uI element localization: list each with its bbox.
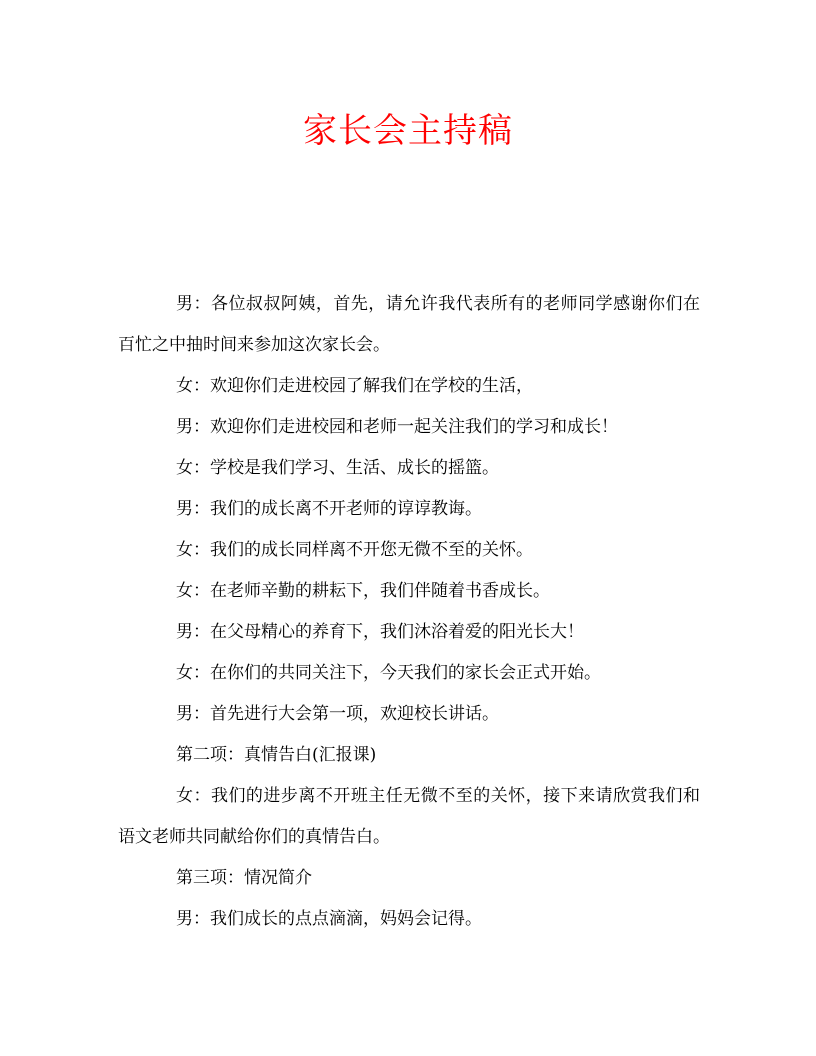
section-heading: 第三项：情况简介 (176, 868, 312, 888)
paragraph: 女：学校是我们学习、生活、成长的摇篮。 (176, 458, 499, 478)
document-body (118, 284, 700, 940)
paragraph: 男：各位叔叔阿姨，首先，请允许我代表所有的老师同学感谢你们在百忙之中抽时间来参加这次家长会。 (118, 294, 700, 355)
paragraph: 女：在老师辛勤的耕耘下，我们伴随着书香成长。 (176, 581, 550, 601)
paragraph: 女：在你们的共同关注下，今天我们的家长会正式开始。 (176, 663, 601, 683)
section-heading: 第二项：真情告白(汇报课) (176, 745, 377, 765)
paragraph: 男：我们的成长离不开老师的谆谆教诲。 (176, 499, 482, 519)
paragraph: 男：在父母精心的养育下，我们沐浴着爱的阳光长大！ (176, 622, 584, 642)
paragraph: 女：我们的进步离不开班主任无微不至的关怀，接下来请欣赏我们和语文老师共同献给你们的真情告白。 (118, 786, 700, 847)
document-title: 家长会主持稿 (303, 111, 513, 151)
paragraph: 男：欢迎你们走进校园和老师一起关注我们的学习和成长！ (176, 417, 618, 437)
paragraph: 女：欢迎你们走进校园了解我们在学校的生活， (176, 376, 533, 396)
paragraph: 男：我们成长的点点滴滴，妈妈会记得。 (176, 909, 482, 929)
paragraph: 女：我们的成长同样离不开您无微不至的关怀。 (176, 540, 533, 560)
paragraph: 男：首先进行大会第一项，欢迎校长讲话。 (176, 704, 499, 724)
